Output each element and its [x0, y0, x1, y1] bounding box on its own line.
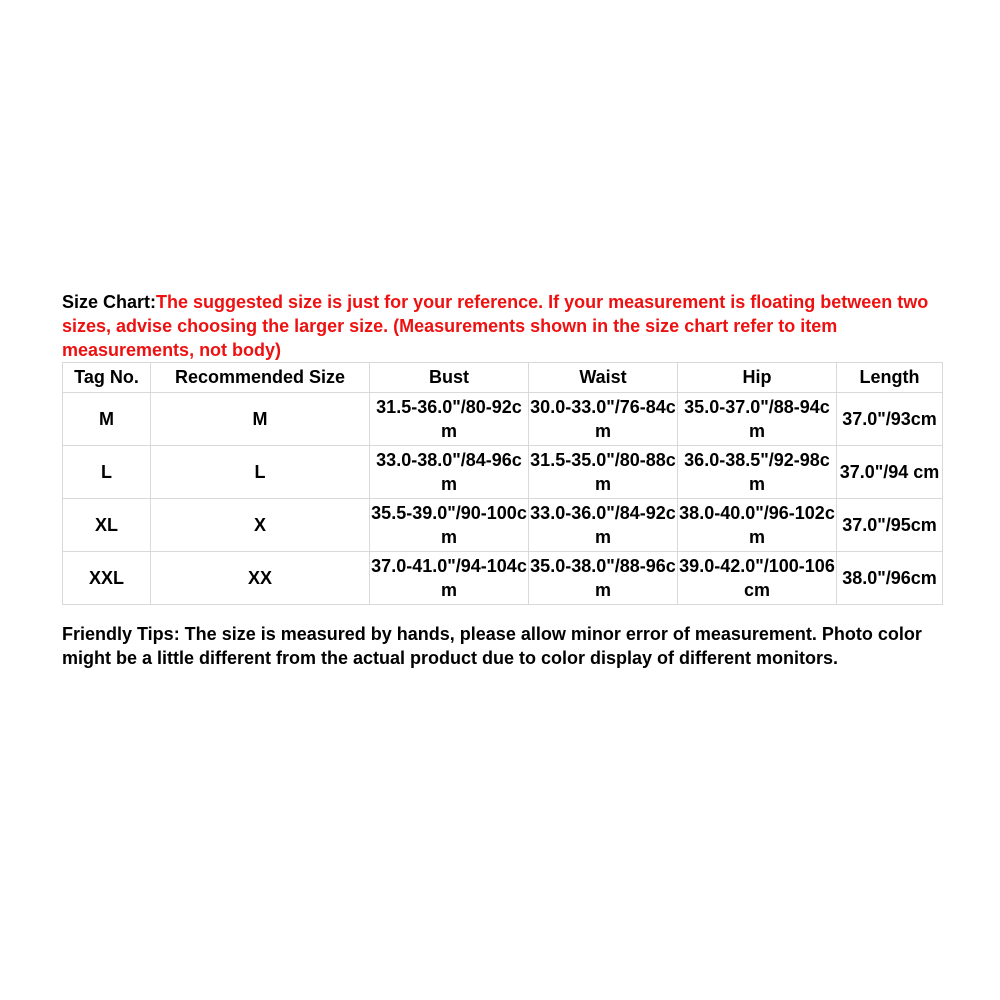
- cell-waist: 31.5-35.0"/80-88cm: [529, 446, 678, 499]
- cell-length: 38.0"/96cm: [837, 552, 943, 605]
- header-hip: Hip: [678, 363, 837, 393]
- cell-tag-no: XXL: [63, 552, 151, 605]
- cell-hip: 38.0-40.0"/96-102cm: [678, 499, 837, 552]
- cell-bust: 37.0-41.0"/94-104cm: [370, 552, 529, 605]
- cell-tag-no: XL: [63, 499, 151, 552]
- header-waist: Waist: [529, 363, 678, 393]
- cell-hip: 39.0-42.0"/100-106cm: [678, 552, 837, 605]
- size-chart-intro: [62, 290, 942, 362]
- size-chart-note: The suggested size is just for your reference. If your measurement is floating between two sizes, advise choosing the larger size. (Measurements shown in the size chart refer to item measurements, not body): [62, 292, 929, 360]
- table-row: [63, 499, 943, 552]
- cell-hip: 35.0-37.0"/88-94cm: [678, 393, 837, 446]
- cell-recommended-size: L: [151, 446, 370, 499]
- cell-tag-no: L: [63, 446, 151, 499]
- friendly-tips: Friendly Tips: The size is measured by hands, please allow minor error of measurement. Photo color might be a little different from the actual product due to color display of different monitors.: [62, 624, 922, 668]
- cell-recommended-size: M: [151, 393, 370, 446]
- cell-waist: 33.0-36.0"/84-92cm: [529, 499, 678, 552]
- size-table: [62, 362, 943, 605]
- header-recommended-size: Recommended Size: [151, 363, 370, 393]
- header-length: Length: [837, 363, 943, 393]
- header-tag-no: Tag No.: [63, 363, 151, 393]
- cell-recommended-size: XX: [151, 552, 370, 605]
- table-row: [63, 552, 943, 605]
- table-row: [63, 393, 943, 446]
- cell-bust: 31.5-36.0"/80-92cm: [370, 393, 529, 446]
- cell-bust: 33.0-38.0"/84-96cm: [370, 446, 529, 499]
- header-bust: Bust: [370, 363, 529, 393]
- cell-waist: 30.0-33.0"/76-84cm: [529, 393, 678, 446]
- cell-hip: 36.0-38.5"/92-98cm: [678, 446, 837, 499]
- cell-waist: 35.0-38.0"/88-96cm: [529, 552, 678, 605]
- size-chart-label: Size Chart:: [62, 292, 157, 312]
- cell-length: 37.0"/94 cm: [837, 446, 943, 499]
- cell-tag-no: M: [63, 393, 151, 446]
- cell-bust: 35.5-39.0"/90-100cm: [370, 499, 529, 552]
- table-row: [63, 446, 943, 499]
- cell-length: 37.0"/93cm: [837, 393, 943, 446]
- cell-length: 37.0"/95cm: [837, 499, 943, 552]
- table-header-row: [63, 363, 943, 393]
- cell-recommended-size: X: [151, 499, 370, 552]
- size-chart: [62, 290, 942, 605]
